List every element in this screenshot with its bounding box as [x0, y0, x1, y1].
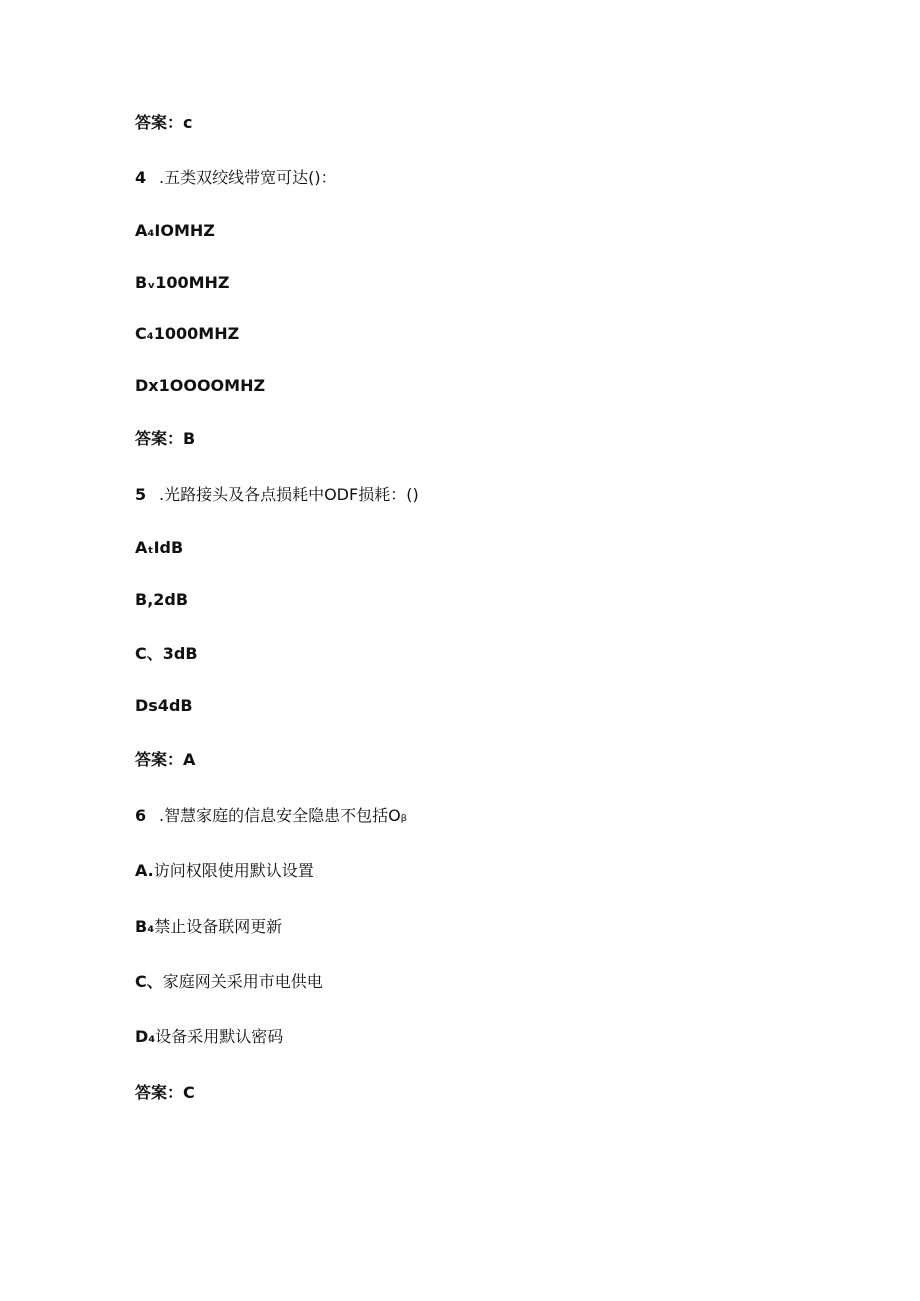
answer-line: 答案：c	[135, 113, 193, 132]
question-6	[135, 805, 407, 827]
option-letter: D₄	[135, 1027, 156, 1046]
option-c: C、3dB	[135, 644, 198, 663]
option-c: C₄1000MHZ	[135, 324, 240, 343]
question-4	[135, 167, 337, 189]
option-b: B,2dB	[135, 590, 189, 609]
answer-line: 答案：A	[135, 750, 196, 769]
question-5	[135, 484, 419, 506]
option-text: 家庭网关采用市电供电	[162, 972, 323, 991]
option-b	[135, 916, 282, 938]
question-text: .光路接头及各点损耗中ODF损耗：()	[159, 485, 419, 504]
option-c	[135, 971, 323, 993]
option-a: A₄IOMHZ	[135, 221, 215, 240]
option-d	[135, 1026, 283, 1048]
option-text: 设备采用默认密码	[155, 1027, 284, 1046]
question-text: .智慧家庭的信息安全隐患不包括Oᵦ	[159, 806, 408, 825]
option-a	[135, 860, 314, 882]
option-letter: B₄	[135, 917, 155, 936]
option-letter: A.	[135, 861, 154, 880]
answer-line: 答案：C	[135, 1083, 195, 1102]
option-d: Dx1OOOOMHZ	[135, 376, 266, 395]
question-number: 4	[135, 168, 147, 187]
question-number: 5	[135, 485, 147, 504]
question-text: .五类双绞线带宽可达()：	[159, 168, 337, 187]
option-letter: C、	[135, 972, 163, 991]
option-text: 禁止设备联网更新	[154, 917, 283, 936]
question-number: 6	[135, 806, 147, 825]
option-a: AₜIdB	[135, 538, 184, 557]
option-text: 访问权限使用默认设置	[153, 861, 314, 880]
option-b: Bᵥ100MHZ	[135, 273, 230, 292]
option-d: Ds4dB	[135, 696, 193, 715]
answer-line: 答案：B	[135, 429, 196, 448]
